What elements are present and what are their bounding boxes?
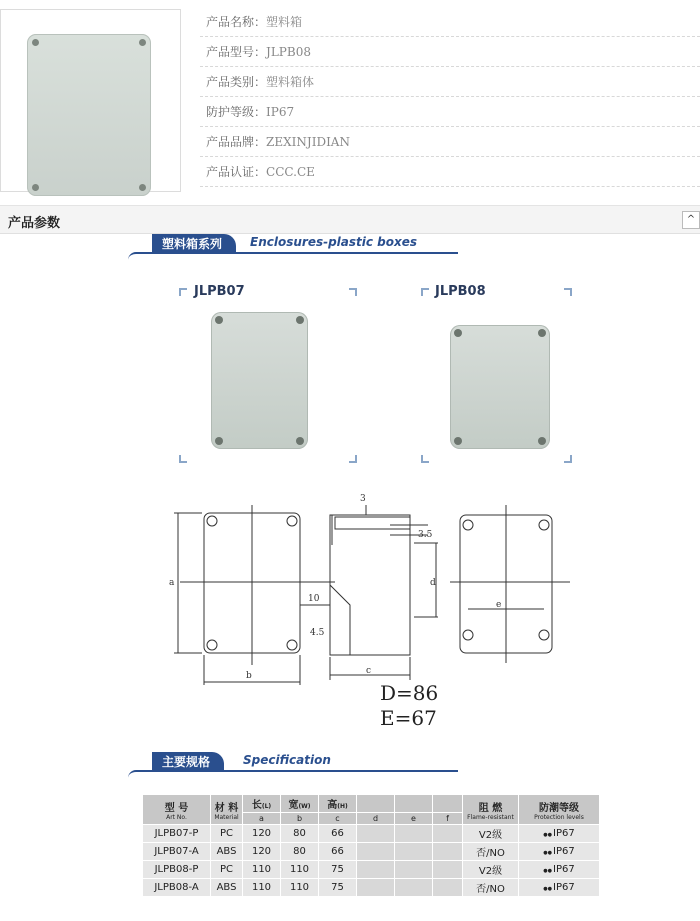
series-banner [128, 234, 458, 260]
cell-art: JLPB07-P [143, 825, 211, 843]
screw-icon [139, 184, 146, 191]
cell-flame: V2级 [463, 861, 519, 879]
cell-f [433, 879, 463, 897]
dim-label-a: a [169, 578, 175, 588]
model-label-jlpb08: JLPB08 [435, 284, 486, 299]
attr-value: 塑料箱体 [266, 75, 315, 89]
frame-corner [564, 455, 572, 463]
letter-c: c [319, 813, 357, 825]
col-f-top [433, 795, 463, 813]
col-length: 长(L) [243, 795, 281, 813]
cell-b: 80 [281, 843, 319, 861]
dim-label-b: b [246, 671, 252, 681]
table-row [143, 861, 600, 879]
attr-value: IP67 [266, 105, 295, 119]
attr-row-category [200, 67, 700, 97]
dim-label-4-5: 4.5 [310, 628, 325, 638]
letter-d: d [357, 813, 395, 825]
model-label-jlpb07: JLPB07 [194, 284, 245, 299]
spec-table [142, 794, 600, 897]
frame-corner [179, 455, 187, 463]
cell-ip: ●●IP67 [519, 825, 600, 843]
attr-row-name [200, 7, 700, 37]
attr-value: JLPB08 [266, 45, 311, 59]
cell-b: 80 [281, 825, 319, 843]
attr-row-certification [200, 157, 700, 187]
cell-art: JLPB08-A [143, 879, 211, 897]
screw-icon [296, 316, 304, 324]
drops-icon: ●● [543, 868, 552, 874]
drops-icon: ●● [543, 886, 552, 892]
cell-a: 120 [243, 825, 281, 843]
banner-cn: 塑料箱系列 [152, 234, 236, 254]
banner-en: Specification [243, 753, 331, 767]
table-row [143, 843, 600, 861]
section-title: 产品参数 [8, 216, 61, 231]
dim-label-3: 3 [360, 494, 366, 504]
section-header [0, 205, 700, 234]
cell-art: JLPB07-A [143, 843, 211, 861]
col-width: 宽(W) [281, 795, 319, 813]
letter-e: e [395, 813, 433, 825]
screw-icon [538, 329, 546, 337]
cell-e [395, 861, 433, 879]
attr-row-model [200, 37, 700, 67]
cell-d [357, 879, 395, 897]
enclosure-image-jlpb08 [450, 325, 550, 449]
cell-flame: 否/NO [463, 879, 519, 897]
cell-ip: ●●IP67 [519, 879, 600, 897]
cell-d [357, 843, 395, 861]
cell-d [357, 825, 395, 843]
frame-corner [179, 288, 187, 296]
screw-icon [454, 437, 462, 445]
drops-icon: ●● [543, 850, 552, 856]
cell-flame: V2级 [463, 825, 519, 843]
cell-art: JLPB08-P [143, 861, 211, 879]
attr-label: 产品型号： [206, 45, 267, 59]
screw-icon [32, 184, 39, 191]
cell-b: 110 [281, 861, 319, 879]
cell-f [433, 825, 463, 843]
col-art: 型 号 Art No. [143, 795, 211, 825]
attr-label: 产品类别： [206, 75, 267, 89]
dim-label-3-5: 3.5 [418, 530, 433, 540]
col-protection: 防潮等级 Protection levels [519, 795, 600, 825]
enclosure-image [27, 34, 151, 196]
cell-c: 75 [319, 879, 357, 897]
cell-e [395, 879, 433, 897]
attribute-list [200, 7, 700, 187]
cell-d [357, 861, 395, 879]
col-height: 高(H) [319, 795, 357, 813]
cell-e [395, 843, 433, 861]
cell-c: 75 [319, 861, 357, 879]
col-e-top [395, 795, 433, 813]
drops-icon: ●● [543, 832, 552, 838]
cell-flame: 否/NO [463, 843, 519, 861]
dimension-notes [380, 681, 438, 731]
col-material: 材 料 Material [211, 795, 243, 825]
dim-label-10: 10 [308, 594, 320, 604]
attr-label: 产品认证： [206, 165, 267, 179]
frame-corner [349, 455, 357, 463]
cell-a: 110 [243, 879, 281, 897]
enclosure-image-jlpb07 [211, 312, 308, 449]
dim-e: E=67 [380, 706, 437, 730]
attr-row-brand [200, 127, 700, 157]
banner-swoosh [128, 252, 458, 260]
screw-icon [296, 437, 304, 445]
cell-c: 66 [319, 843, 357, 861]
banner-swoosh [128, 770, 458, 778]
cell-material: ABS [211, 843, 243, 861]
spec-banner [128, 752, 458, 778]
cell-material: PC [211, 861, 243, 879]
col-flame: 阻 燃 Flame-resistant [463, 795, 519, 825]
banner-cn: 主要规格 [152, 752, 224, 772]
cell-b: 110 [281, 879, 319, 897]
attr-value: 塑料箱 [266, 15, 303, 29]
screw-icon [454, 329, 462, 337]
screw-icon [139, 39, 146, 46]
banner-en: Enclosures-plastic boxes [250, 235, 418, 249]
cell-material: ABS [211, 879, 243, 897]
dim-d: D=86 [380, 681, 439, 705]
dim-label-c: c [366, 666, 372, 676]
table-row [143, 825, 600, 843]
letter-f: f [433, 813, 463, 825]
screw-icon [32, 39, 39, 46]
screw-icon [215, 437, 223, 445]
table-header-row [143, 795, 600, 813]
letter-b: b [281, 813, 319, 825]
attr-label: 防护等级： [206, 105, 267, 119]
table-row [143, 879, 600, 897]
frame-corner [421, 288, 429, 296]
dim-label-d: d [430, 578, 436, 588]
technical-drawing [160, 485, 580, 685]
screw-icon [215, 316, 223, 324]
cell-e [395, 825, 433, 843]
attr-row-protection [200, 97, 700, 127]
cell-material: PC [211, 825, 243, 843]
product-thumbnail[interactable] [0, 9, 181, 192]
cell-f [433, 861, 463, 879]
attr-value: CCC.CE [266, 165, 315, 179]
cell-c: 66 [319, 825, 357, 843]
attr-label: 产品品牌： [206, 135, 267, 149]
screw-icon [538, 437, 546, 445]
cell-a: 110 [243, 861, 281, 879]
frame-corner [564, 288, 572, 296]
frame-corner [349, 288, 357, 296]
letter-a: a [243, 813, 281, 825]
attr-value: ZEXINJIDIAN [266, 135, 350, 149]
frame-corner [421, 455, 429, 463]
cell-ip: ●●IP67 [519, 843, 600, 861]
cell-ip: ●●IP67 [519, 861, 600, 879]
cell-f [433, 843, 463, 861]
dim-label-e: e [496, 600, 502, 610]
attr-label: 产品名称： [206, 15, 267, 29]
chevron-up-icon[interactable]: ^ [682, 211, 700, 229]
col-d-top [357, 795, 395, 813]
product-summary [0, 0, 700, 205]
cell-a: 120 [243, 843, 281, 861]
